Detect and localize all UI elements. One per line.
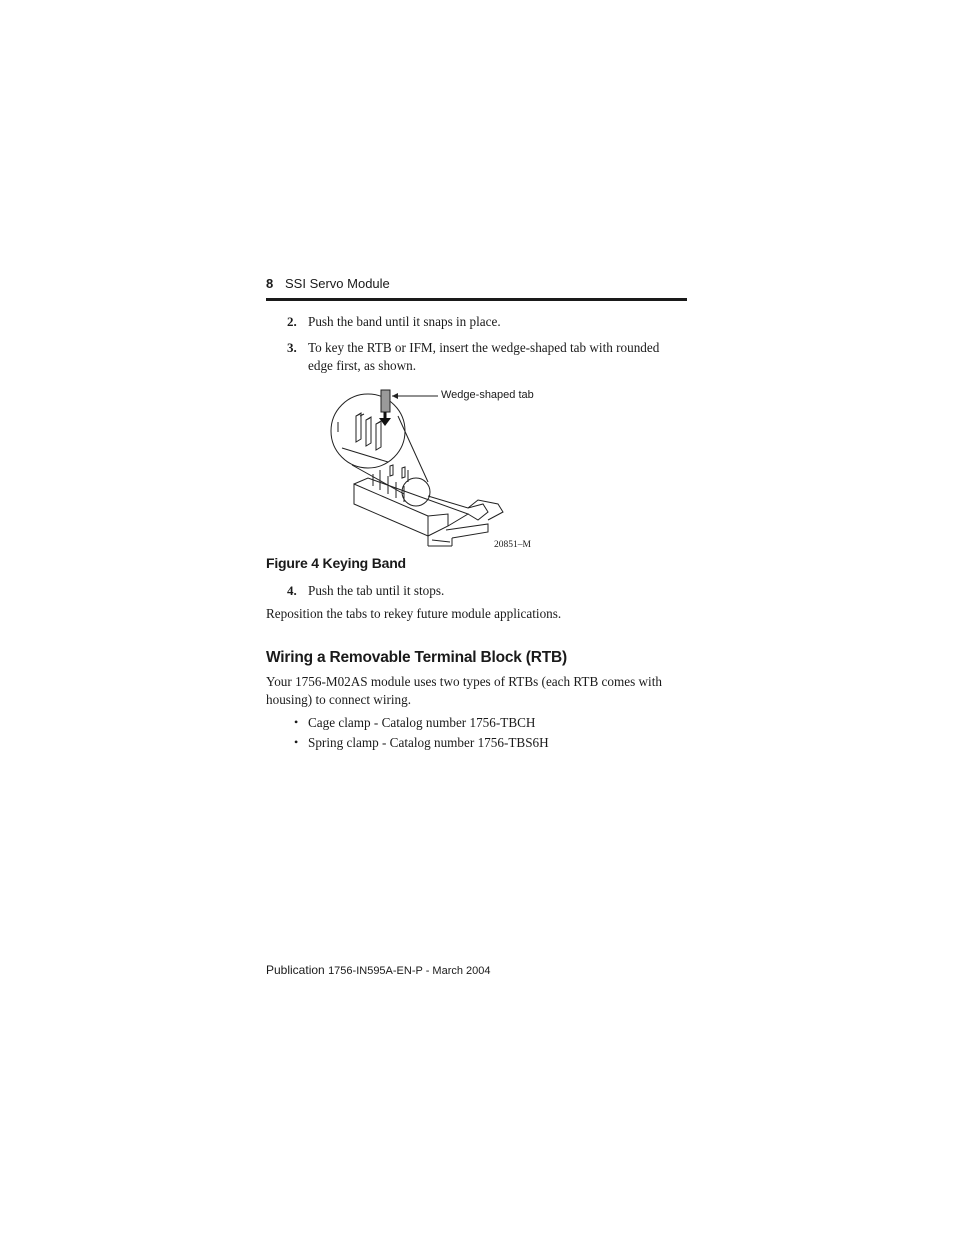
step-text-2: Push the band until it snaps in place. (308, 314, 501, 329)
magnifier-circle (331, 394, 405, 468)
wedge-tab (381, 390, 390, 412)
publication-number: 1756-IN595A-EN-P - March 2004 (328, 965, 491, 977)
step-text-3-line-2: edge first, as shown. (308, 358, 417, 373)
keying-band-drawing (328, 386, 568, 554)
step-number-4: 4. (287, 583, 297, 598)
step-number-3: 3. (287, 340, 297, 355)
footer-label: Publication (266, 963, 325, 977)
bullet-item: Cage clamp - Catalog number 1756-TBCH (308, 715, 536, 730)
figure-caption: Figure 4 Keying Band (266, 555, 406, 571)
figure-callout-label: Wedge-shaped tab (441, 389, 534, 401)
keying-band-illustration (328, 386, 568, 554)
step-text-3-line-1: To key the RTB or IFM, insert the wedge-shaped tab with rounded (308, 340, 660, 355)
section-heading: Wiring a Removable Terminal Block (RTB) (266, 649, 567, 666)
section-intro-line-1: Your 1756-M02AS module uses two types of RTBs (each RTB comes with (266, 674, 662, 689)
step-text-4: Push the tab until it stops. (308, 583, 445, 598)
section-intro-line-2: housing) to connect wiring. (266, 692, 412, 707)
page-number: 8 (266, 276, 274, 291)
step-number-2: 2. (287, 314, 297, 329)
header-rule (266, 298, 687, 301)
bullet-icon: • (294, 715, 299, 729)
bullet-icon: • (294, 735, 299, 749)
reposition-paragraph: Reposition the tabs to rekey future module applications. (266, 606, 562, 621)
footer (266, 963, 491, 977)
running-header-title: SSI Servo Module (285, 276, 390, 291)
figure-id: 20851–M (494, 540, 531, 550)
bullet-item: Spring clamp - Catalog number 1756-TBS6H (308, 735, 549, 750)
